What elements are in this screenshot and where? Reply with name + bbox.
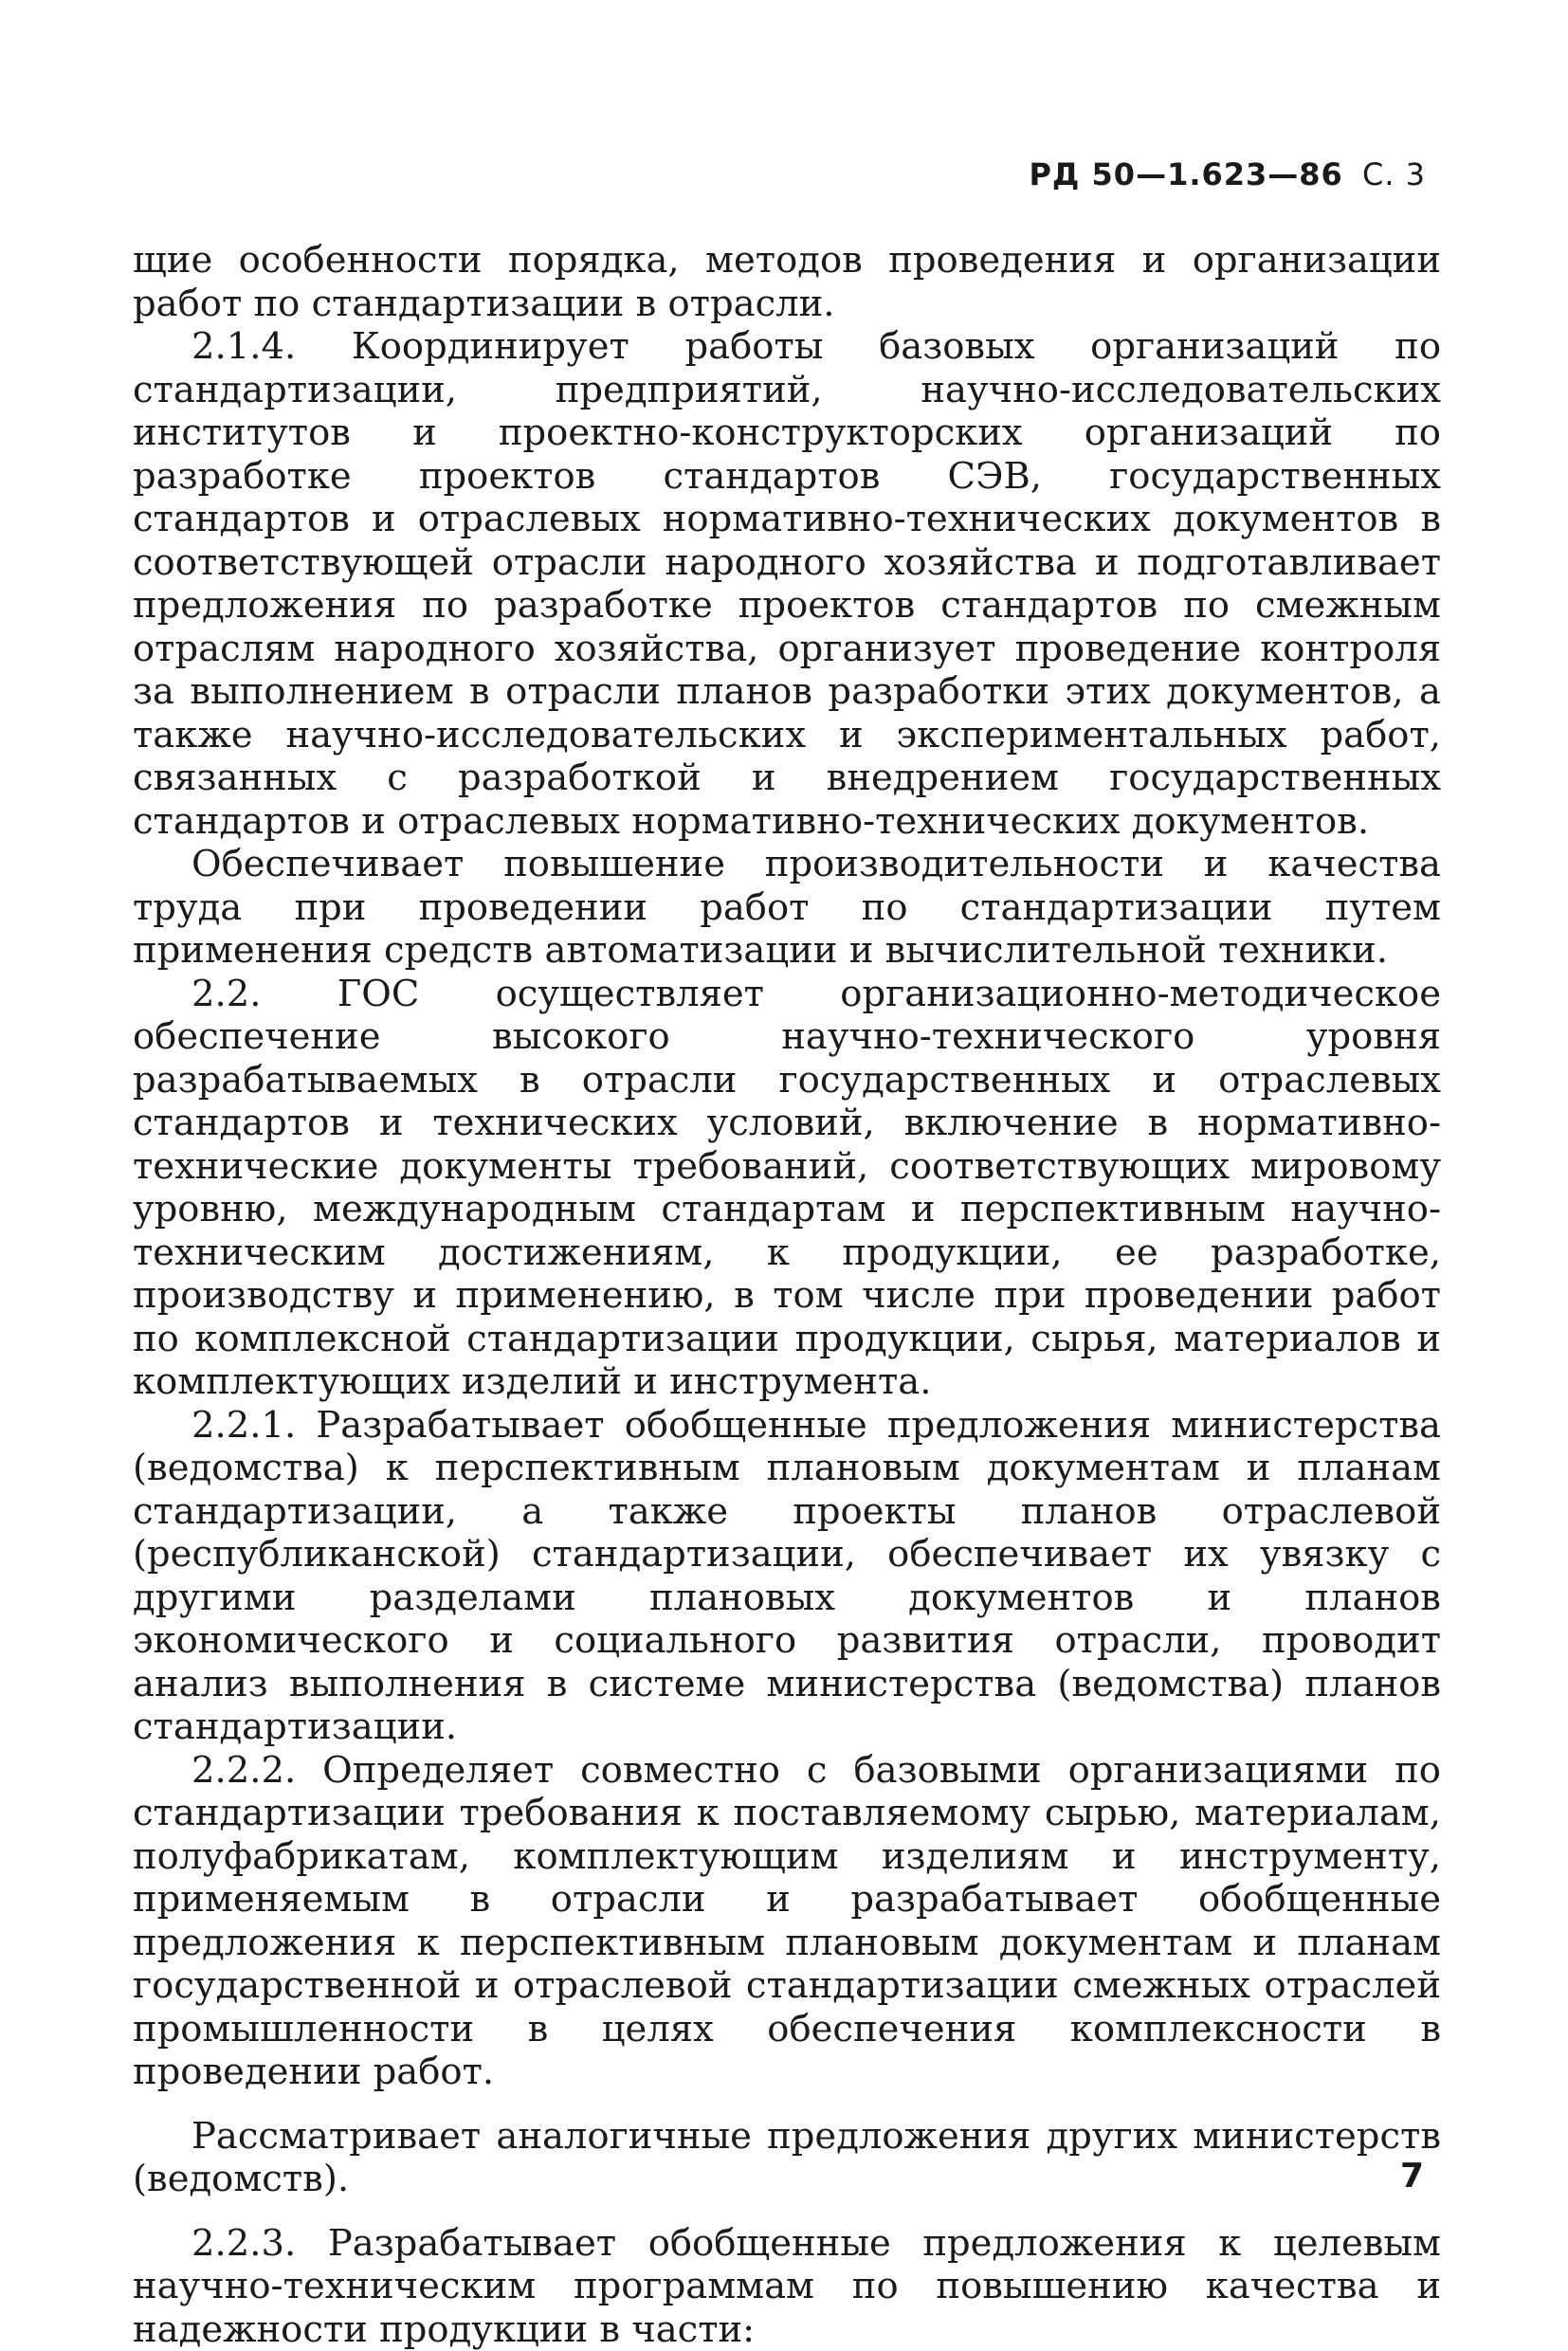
paragraph-2-2-3: 2.2.3. Разрабатывает обобщенные предложения к целевым научно-техническим программам по повышению качества и надежности продукции в части:: [133, 2221, 1441, 2351]
paragraph-2-2-1: 2.2.1. Разрабатывает обобщенные предложения министерства (ведомства) к перспективным плановым документам и планам стандартизации, а также проекты планов отраслевой (республиканской) стандартизации, обеспечивает их увязку с другими разделами плановых документов и планов экономического и социального развития отрасли, проводит анализ выполнения в системе министерства (ведомства) планов стандартизации.: [133, 1403, 1441, 1748]
body-text: [133, 239, 1441, 2351]
paragraph-2-2: 2.2. ГОС осуществляет организационно-методическое обеспечение высокого научно-технического уровня разрабатываемых в отрасли государственных и отраслевых стандартов и технических условий, включение в нормативно-технические документы требований, соответствующих мировому уровню, международным стандартам и перспективным научно-техническим достижениям, к продукции, ее разработке, производству и применению, в том числе при проведении работ по комплексной стандартизации продукции, сырья, материалов и комплектующих изделий и инструмента.: [133, 972, 1441, 1403]
page-number: 7: [1399, 2157, 1424, 2196]
paragraph-continuation: щие особенности порядка, методов проведения и организации работ по стандартизации в отрасли.: [133, 239, 1441, 325]
paragraph-automation: Обеспечивает повышение производительности и качества труда при проведении работ по стандартизации путем применения средств автоматизации и вычислительной техники.: [133, 843, 1441, 972]
paragraph-2-2-2: 2.2.2. Определяет совместно с базовыми организациями по стандартизации требования к поставляемому сырью, материалам, полуфабрикатам, комплектующим изделиям и инструменту, применяемым в отрасли и разрабатывает обобщенные предложения к перспективным плановым документам и планам государственной и отраслевой стандартизации смежных отраслей промышленности в целях обеспечения комплексности в проведении работ.: [133, 1748, 1441, 2093]
paragraph-other-ministries: Рассматривает аналогичные предложения других министерств (ведомств).: [133, 2114, 1441, 2200]
paragraph-2-1-4: 2.1.4. Координирует работы базовых организаций по стандартизации, предприятий, научно-исследовательских институтов и проектно-конструкторских организаций по разработке проектов стандартов СЭВ, государственных стандартов и отраслевых нормативно-технических документов в соответствующей отрасли народного хозяйства и подготавливает предложения по разработке проектов стандартов по смежным отраслям народного хозяйства, организует проведение контроля за выполнением в отрасли планов разработки этих документов, а также научно-исследовательских и экспериментальных работ, связанных с разработкой и внедрением государственных стандартов и отраслевых нормативно-технических документов.: [133, 325, 1441, 843]
page-header: [1029, 156, 1426, 192]
document-code: РД 50—1.623—86: [1029, 156, 1343, 192]
page-reference: С. 3: [1361, 156, 1426, 192]
